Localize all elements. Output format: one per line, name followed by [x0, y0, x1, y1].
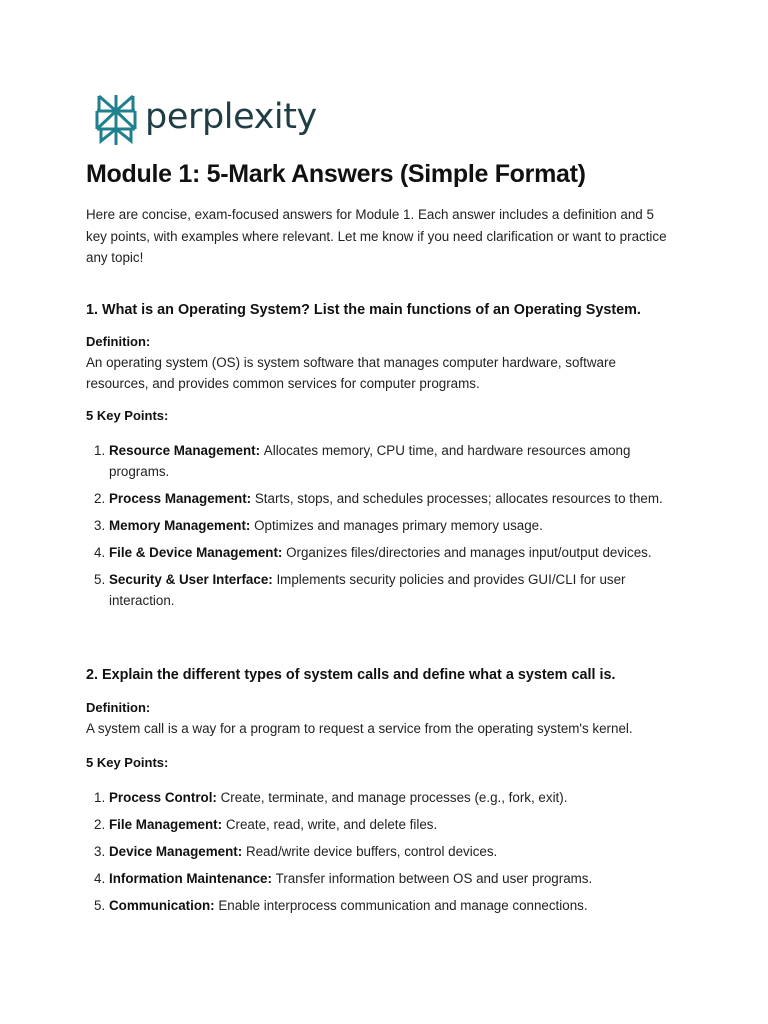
point-term: Process Control:	[109, 790, 221, 805]
list-item: 1. Process Control: Create, terminate, and manage processes (e.g., fork, exit).	[94, 790, 568, 805]
point-text: Optimizes and manages primary memory usage.	[254, 518, 543, 533]
section-1-question: 1. What is an Operating System? List the main functions of an Operating System.	[86, 302, 641, 318]
point-term: File & Device Management:	[109, 545, 287, 560]
intro-paragraph: Here are concise, exam-focused answers for Module 1. Each answer includes a definition and 5 key points, with examples where relevant. Let me know if you need clarification or want to practice any topic!	[86, 207, 667, 265]
list-item: 3. Memory Management: Optimizes and manages primary memory usage.	[94, 518, 543, 533]
list-item: 4. File & Device Management: Organizes files/directories and manages input/output devices.	[94, 545, 652, 560]
point-text: Implements security policies and provides GUI/CLI for user interaction.	[109, 572, 626, 608]
point-text: Read/write device buffers, control devices.	[245, 844, 498, 859]
point-term: Memory Management:	[109, 518, 255, 533]
section-2-question: 2. Explain the different types of system calls and define what a system call is.	[86, 667, 616, 683]
section-1-points-label: 5 Key Points:	[86, 408, 169, 423]
point-term: Resource Management:	[109, 443, 264, 458]
point-term: Communication:	[109, 898, 219, 913]
brand-name: perplexity	[145, 97, 317, 137]
section-2-definition: A system call is a way for a program to request a service from the operating system's kernel.	[86, 721, 633, 736]
point-term: Security & User Interface:	[109, 572, 277, 587]
list-item: 2. Process Management: Starts, stops, and schedules processes; allocates resources to them.	[94, 491, 663, 506]
point-text: Organizes files/directories and manages input/output devices.	[286, 545, 652, 560]
list-item: 4. Information Maintenance: Transfer information between OS and user programs.	[94, 871, 593, 886]
page-title: Module 1: 5-Mark Answers (Simple Format)	[86, 160, 586, 188]
section-2-definition-label: Definition:	[86, 700, 151, 715]
point-text: Create, terminate, and manage processes (e.g., fork, exit).	[220, 790, 568, 805]
section-1-definition: An operating system (OS) is system software that manages computer hardware, software resources, and provides common services for computer programs.	[86, 355, 616, 391]
perplexity-logo-icon	[95, 93, 137, 147]
point-term: Information Maintenance:	[109, 871, 276, 886]
list-item: 5. Security & User Interface: Implements security policies and provides GUI/CLI for user interaction.	[94, 572, 626, 608]
section-1-definition-label: Definition:	[86, 334, 151, 349]
brand-logo	[95, 92, 317, 148]
section-1-points-list	[86, 440, 686, 611]
point-term: Process Management:	[109, 491, 255, 506]
point-term: Device Management:	[109, 844, 246, 859]
list-item: 1. Resource Management: Allocates memory, CPU time, and hardware resources among programs.	[94, 443, 631, 479]
section-2-points-label: 5 Key Points:	[86, 755, 169, 770]
list-item: 5. Communication: Enable interprocess communication and manage connections.	[94, 898, 588, 913]
point-term: File Management:	[109, 817, 226, 832]
point-text: Transfer information between OS and user programs.	[275, 871, 593, 886]
point-text: Allocates memory, CPU time, and hardware resources among programs.	[109, 443, 631, 479]
point-text: Create, read, write, and delete files.	[225, 817, 438, 832]
list-item: 3. Device Management: Read/write device buffers, control devices.	[94, 844, 498, 859]
point-text: Starts, stops, and schedules processes; allocates resources to them.	[254, 491, 663, 506]
section-2-points-list	[86, 787, 686, 916]
point-text: Enable interprocess communication and manage connections.	[218, 898, 588, 913]
list-item: 2. File Management: Create, read, write, and delete files.	[94, 817, 438, 832]
